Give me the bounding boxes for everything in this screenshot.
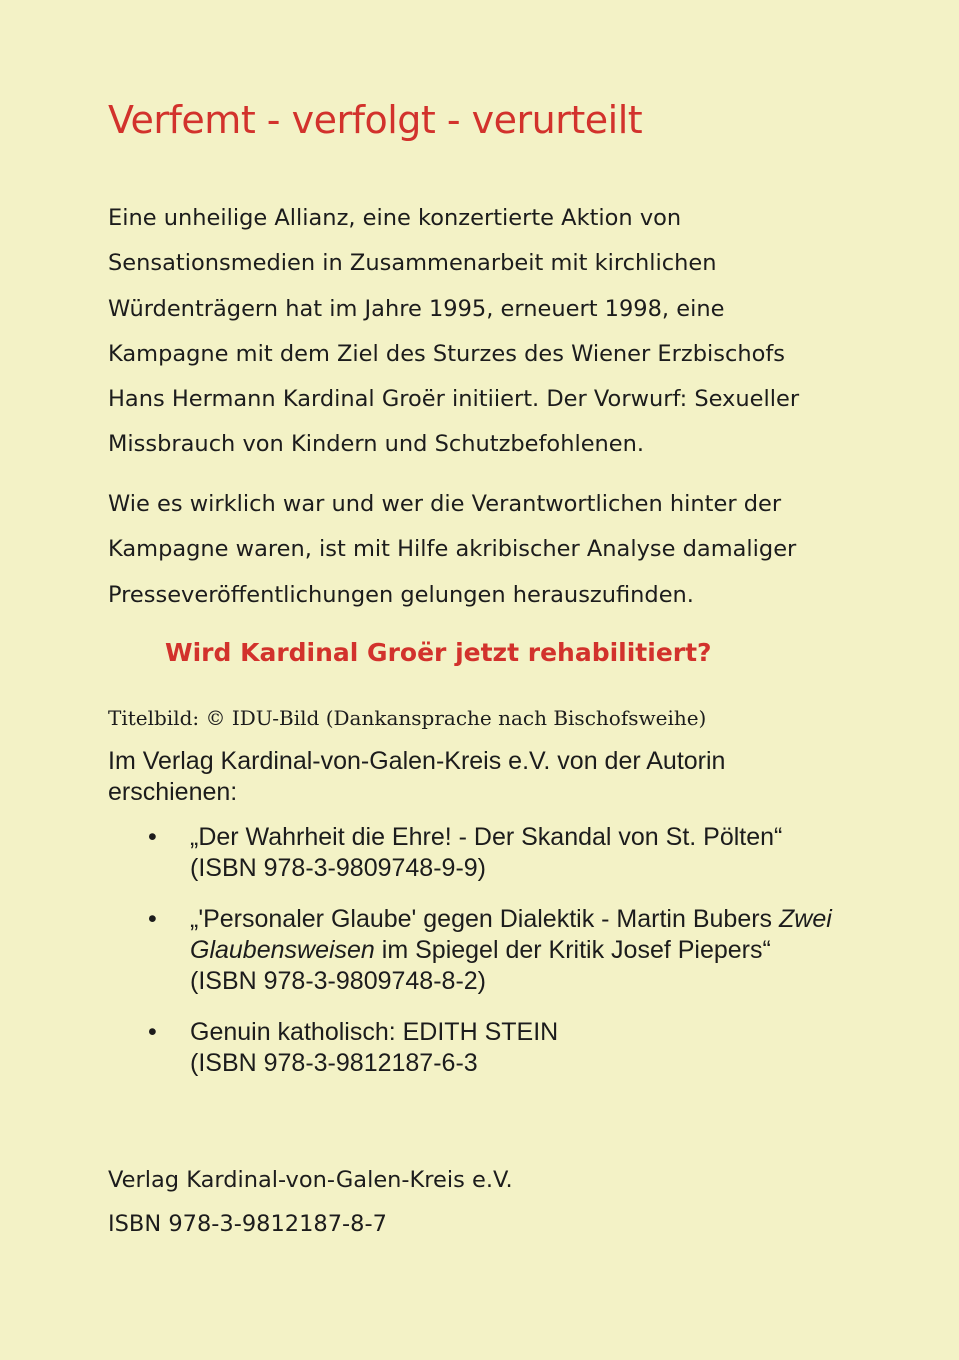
bullet-icon: • [148, 823, 157, 851]
second-paragraph [108, 482, 868, 618]
book-isbn: (ISBN 978-3-9812187-6-3 [190, 1049, 478, 1077]
text-line: Presseveröffentlichungen gelungen herauszufinden. [108, 581, 694, 608]
book-title: Genuin katholisch: EDITH STEIN [190, 1018, 559, 1046]
book-title-line [190, 935, 908, 966]
book-title-italic: Zwei [779, 905, 832, 933]
page-title: Verfemt - verfolgt - verurteilt [108, 98, 643, 142]
intro-paragraph [108, 196, 868, 468]
book-title: „Der Wahrheit die Ehre! - Der Skandal von St. Pölten“ [190, 823, 783, 851]
book-list [108, 822, 908, 1099]
bullet-icon: • [148, 905, 157, 933]
book-title-text: im Spiegel der Kritik Josef Piepers“ [374, 936, 771, 964]
text-line: Missbrauch von Kindern und Schutzbefohlenen. [108, 431, 645, 458]
bullet-icon: • [148, 1018, 157, 1046]
text-line: Eine unheilige Allianz, eine konzertierte Aktion von [108, 205, 682, 231]
text-line: Sensationsmedien in Zusammenarbeit mit kirchlichen [108, 250, 717, 277]
text-line: Würdenträgern hat im Jahre 1995, erneuert 1998, eine [108, 295, 725, 322]
list-item [108, 904, 908, 997]
book-title-text: „'Personaler Glaube' gegen Dialektik - Martin Bubers [190, 905, 779, 933]
text-line: Im Verlag Kardinal-von-Galen-Kreis e.V. von der Autorin [108, 747, 726, 775]
book-title-line [190, 904, 908, 935]
list-item [108, 822, 908, 884]
book-title-italic: Glaubensweisen [190, 936, 375, 964]
publisher-intro [108, 746, 868, 808]
text-line: Kampagne mit dem Ziel des Sturzes des Wiener Erzbischofs [108, 340, 785, 367]
image-credit: Titelbild: © IDU-Bild (Dankansprache nach Bischofsweihe) [108, 706, 707, 730]
text-line: Wie es wirklich war und wer die Verantwortlichen hinter der [108, 491, 782, 517]
text-line: Hans Hermann Kardinal Groër initiiert. Der Vorwurf: Sexueller [108, 386, 800, 413]
book-isbn: (ISBN 978-3-9809748-9-9) [190, 854, 486, 882]
text-line: Kampagne waren, ist mit Hilfe akribischer Analyse damaliger [108, 536, 797, 563]
footer-publisher: Verlag Kardinal-von-Galen-Kreis e.V. [108, 1167, 513, 1193]
list-item [108, 1017, 908, 1079]
book-isbn: (ISBN 978-3-9809748-8-2) [190, 967, 486, 995]
footer-isbn: ISBN 978-3-9812187-8-7 [108, 1211, 387, 1237]
highlight-question: Wird Kardinal Groër jetzt rehabilitiert? [165, 638, 712, 667]
text-line: erschienen: [108, 778, 238, 806]
